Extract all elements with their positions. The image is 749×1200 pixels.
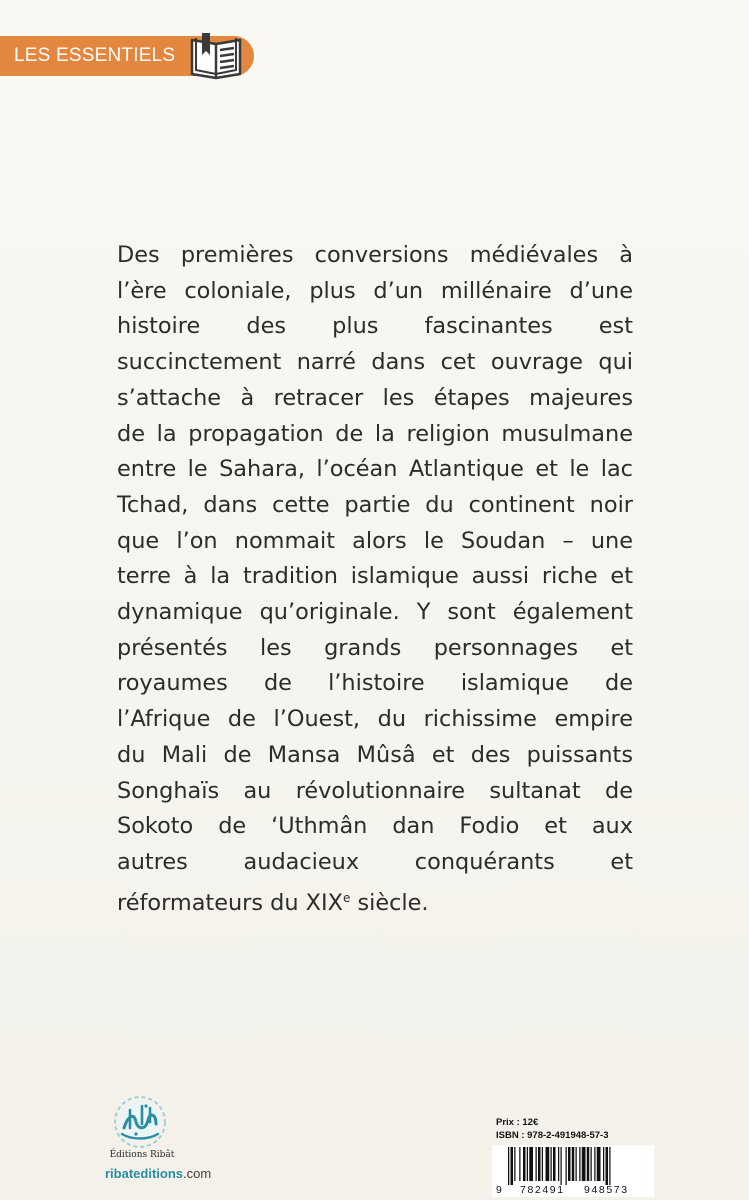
barcode-bar	[561, 1147, 562, 1185]
blurb-line: royaumes de l’histoire islamique de	[117, 670, 633, 697]
publisher-name: Éditions Ribât	[109, 1150, 175, 1160]
blurb-line: Songhaïs au révolutionnaire sultanat de	[117, 777, 633, 804]
barcode-bar	[546, 1147, 550, 1181]
barcode-digits	[496, 1184, 652, 1197]
barcode-bar	[579, 1147, 580, 1181]
barcode-digit-first: 9	[496, 1184, 502, 1196]
publisher-url	[105, 1166, 211, 1181]
blurb-line: que l’on nommait alors le Soudan – une	[117, 527, 633, 554]
barcode-bar	[606, 1147, 609, 1185]
publisher-url-domain: ribateditions	[105, 1166, 184, 1181]
blurb-line: l’Afrique de l’Ouest, du richissime empire	[117, 706, 633, 733]
barcode-bar	[538, 1147, 541, 1181]
barcode-bar	[558, 1147, 559, 1181]
blurb-line: l’ère coloniale, plus d’un millénaire d’une	[117, 277, 633, 304]
blurb-line: s’attache à retracer les étapes majeures	[117, 384, 633, 411]
barcode-bar	[587, 1147, 590, 1181]
blurb-line: Sokoto de ‘Uthmân dan Fodio et aux	[117, 813, 633, 840]
blurb-line: Des premières conversions médiévales à	[117, 242, 633, 268]
blurb-last-text: réformateurs du XIX	[117, 889, 343, 916]
back-cover-blurb	[117, 238, 633, 921]
barcode-bar	[603, 1147, 604, 1181]
barcode-bar	[576, 1147, 577, 1181]
barcode-bar	[566, 1147, 567, 1185]
barcode-bar	[529, 1147, 533, 1181]
barcode-bar	[597, 1147, 601, 1181]
barcode-digits-right: 948573	[584, 1184, 629, 1196]
barcode-bar	[609, 1147, 610, 1185]
barcode-bar	[568, 1147, 571, 1181]
barcode-bar	[551, 1147, 552, 1181]
barcode-bar	[591, 1147, 592, 1181]
barcode-bar	[514, 1147, 515, 1181]
blurb-line: succinctement narré dans cet ouvrage qui	[117, 349, 633, 376]
blurb-last-tail: siècle.	[350, 889, 429, 916]
barcode-bar	[542, 1147, 543, 1181]
barcode-bar	[553, 1147, 556, 1181]
barcode-digits-left: 782491	[520, 1184, 565, 1196]
blurb-last-line	[117, 881, 633, 922]
open-book-icon	[184, 30, 248, 82]
blurb-line: présentés les grands personnages et	[117, 634, 633, 661]
barcode-panel	[492, 1145, 654, 1197]
blurb-line: dynamique qu’originale. Y sont également	[117, 599, 633, 626]
blurb-line: terre à la tradition islamique aussi riche et	[117, 563, 633, 590]
century-superscript: e	[342, 890, 351, 905]
barcode-bar	[508, 1147, 509, 1185]
price: Prix : 12€	[496, 1117, 539, 1128]
blurb-line: autres audacieux conquérants et	[117, 848, 633, 875]
barcode-bar	[519, 1147, 520, 1181]
barcode-bar	[582, 1147, 586, 1181]
barcode-bar	[536, 1147, 537, 1181]
barcode-bar	[523, 1147, 526, 1181]
barcode-bar	[594, 1147, 595, 1181]
blurb-line: entre le Sahara, l’océan Atlantique et le lac	[117, 456, 633, 483]
blurb-line: histoire des plus fascinantes est	[117, 313, 633, 340]
blurb-line: de la propagation de la religion musulmane	[117, 420, 633, 447]
barcode-bar	[527, 1147, 528, 1181]
blurb-line: du Mali de Mansa Mûsâ et des puissants	[117, 741, 633, 768]
barcode-bar	[511, 1147, 514, 1185]
publisher-url-tld: .com	[183, 1166, 212, 1181]
blurb-line: Tchad, dans cette partie du continent noir	[117, 491, 633, 518]
barcode-bar	[572, 1147, 575, 1181]
collection-label: LES ESSENTIELS	[14, 45, 176, 66]
isbn: ISBN : 978-2-491948-57-3	[496, 1130, 609, 1141]
calligraphy-seal-icon	[106, 1094, 174, 1154]
barcode	[508, 1147, 648, 1185]
